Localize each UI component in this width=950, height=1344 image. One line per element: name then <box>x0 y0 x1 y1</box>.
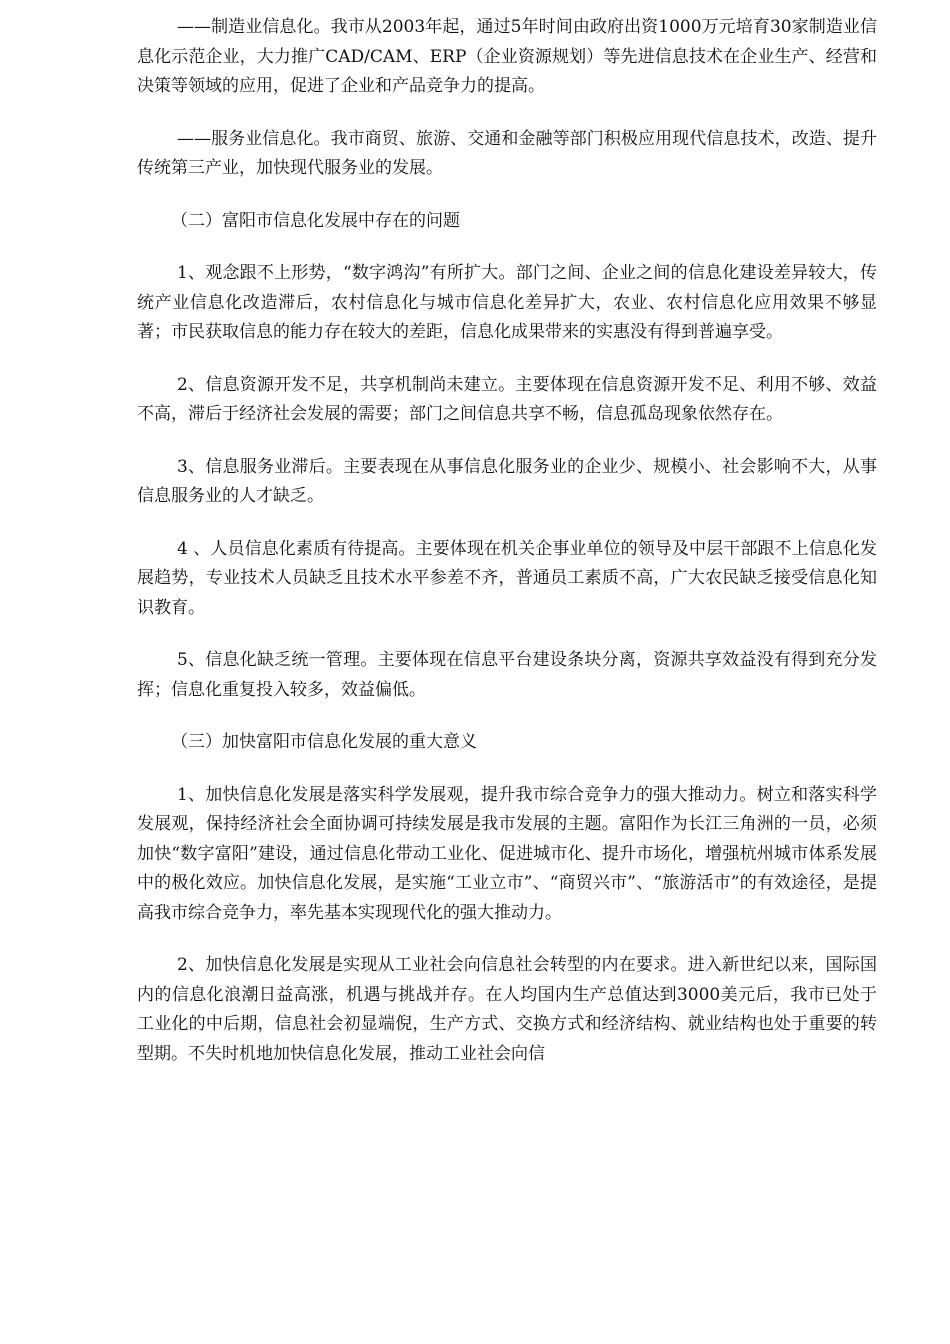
paragraph-problem-2: 2、信息资源开发不足，共享机制尚未建立。主要体现在信息资源开发不足、利用不够、效益不高，滞后于经济社会发展的需要；部门之间信息共享不畅，信息孤岛现象依然存在。 <box>137 374 877 424</box>
paragraph-problem-1: 1、观念跟不上形势，“数字鸿沟”有所扩大。部门之间、企业之间的信息化建设差异较大，传统产业信息化改造滞后，农村信息化与城市信息化差异扩大，农业、农村信息化应用效果不够显著；市民获取信息的能力存在较大的差距，信息化成果带来的实惠没有得到普遍享受。 <box>137 263 877 342</box>
section-heading-significance: （三）加快富阳市信息化发展的重大意义 <box>171 732 477 752</box>
paragraph-problem-4: 4 、人员信息化素质有待提高。主要体现在机关企事业单位的领导及中层干部跟不上信息化发展趋势，专业技术人员缺乏且技术水平参差不齐，普通员工素质不高，广大农民缺乏接受信息化知识教育。 <box>137 538 877 618</box>
paragraph-service-informatization: ——服务业信息化。我市商贸、旅游、交通和金融等部门积极应用现代信息技术，改造、提升传统第三产业，加快现代服务业的发展。 <box>137 128 877 178</box>
paragraph-problem-5: 5、信息化缺乏统一管理。主要体现在信息平台建设条块分离，资源共享效益没有得到充分发挥；信息化重复投入较多，效益偏低。 <box>137 650 877 700</box>
document-body <box>137 13 877 1092</box>
paragraph-problem-3: 3、信息服务业滞后。主要表现在从事信息化服务业的企业少、规模小、社会影响不大，从事信息服务业的人才缺乏。 <box>137 456 877 506</box>
paragraph-significance-2: 2、加快信息化发展是实现从工业社会向信息社会转型的内在要求。进入新世纪以来，国际国内的信息化浪潮日益高涨，机遇与挑战并存。在人均国内生产总值达到3000美元后，我市已处于工业化的中后期，信息社会初显端倪，生产方式、交换方式和经济结构、就业结构也处于重要的转型期。不失时机地加快信息化发展，推动工业社会向信 <box>137 955 877 1064</box>
section-heading-problems: （二）富阳市信息化发展中存在的问题 <box>171 210 460 231</box>
paragraph-significance-1: 1、加快信息化发展是落实科学发展观，提升我市综合竞争力的强大推动力。树立和落实科学发展观，保持经济社会全面协调可持续发展是我市发展的主题。富阳作为长江三角洲的一员，必须加快“数字富阳”建设，通过信息化带动工业化、促进城市化、提升市场化，增强杭州城市体系发展中的极化效应。加快信息化发展，是实施“工业立市”、“商贸兴市”、“旅游活市”的有效途径，是提高我市综合竞争力，率先基本实现现代化的强大推动力。 <box>137 784 877 923</box>
paragraph-manufacturing-informatization: ——制造业信息化。我市从2003年起，通过5年时间由政府出资1000万元培育30家制造业信息化示范企业，大力推广CAD/CAM、ERP（企业资源规划）等先进信息技术在企业生产、经营和决策等领域的应用，促进了企业和产品竞争力的提高。 <box>137 17 877 96</box>
